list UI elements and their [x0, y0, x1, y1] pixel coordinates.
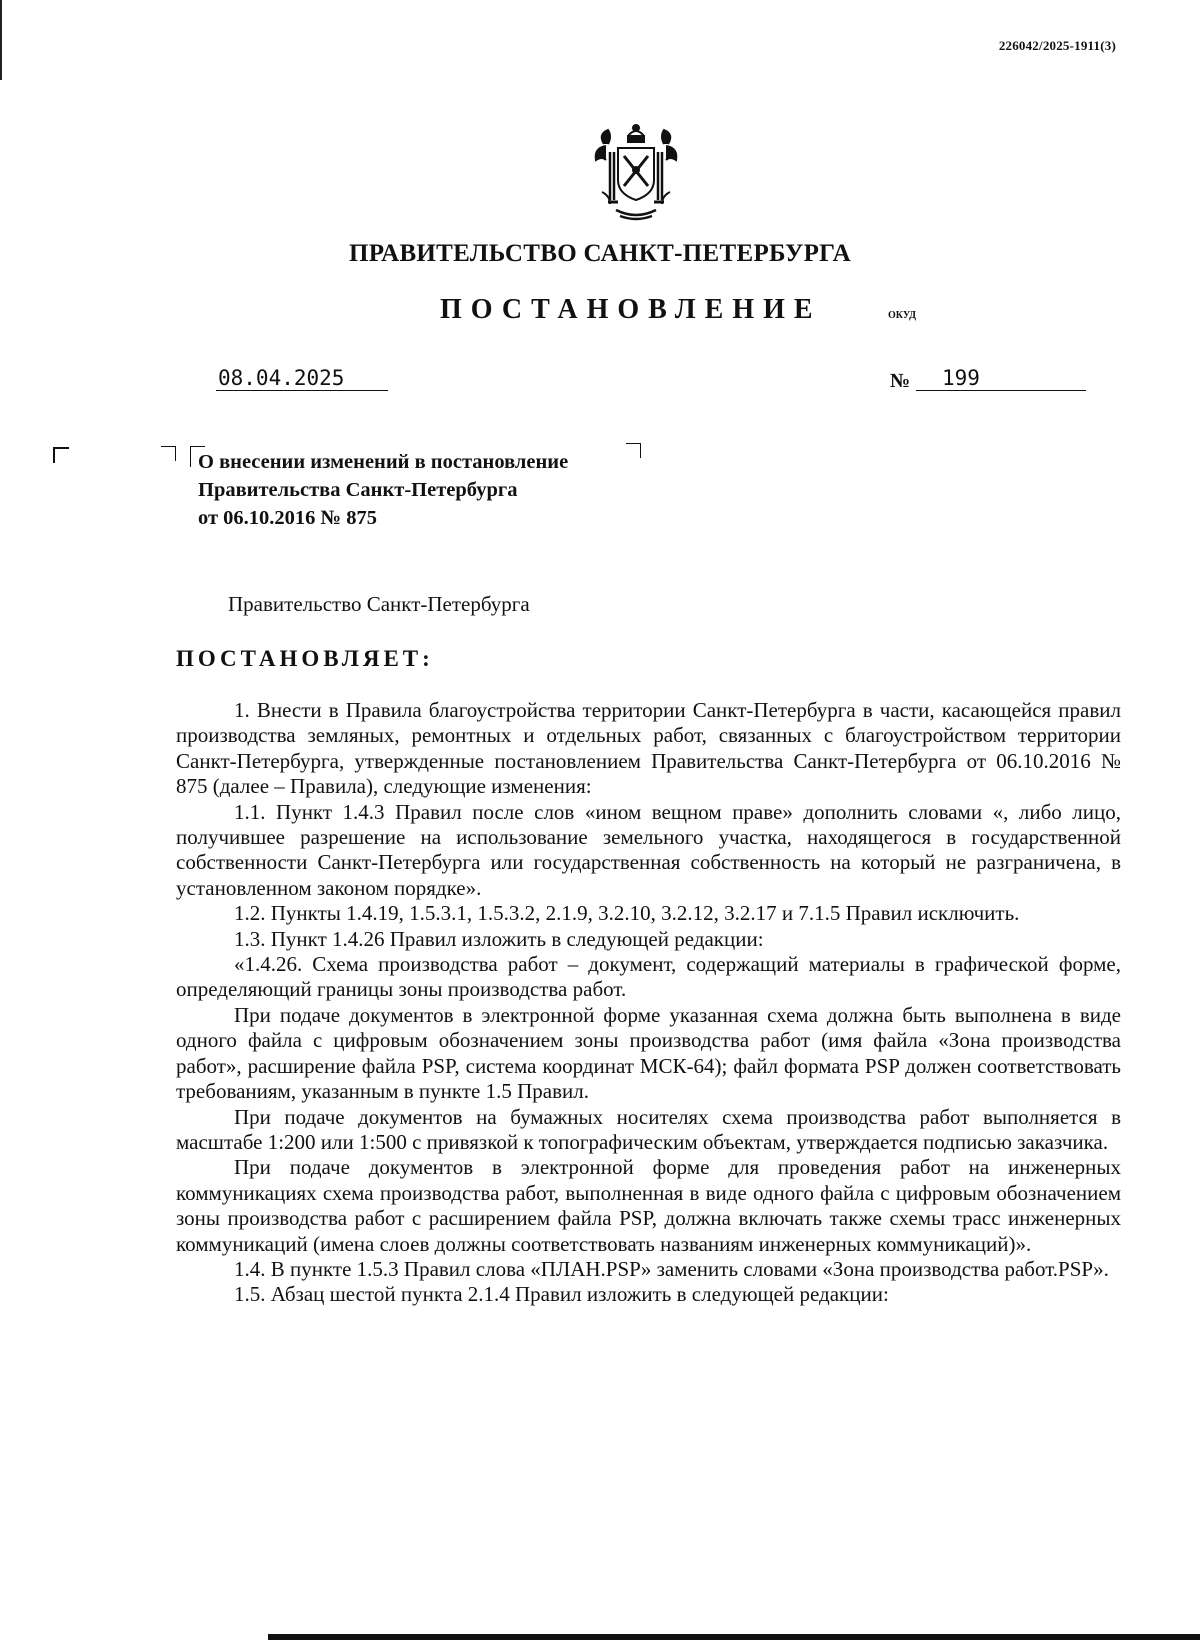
document-id: 226042/2025-1911(3)	[998, 38, 1116, 53]
paragraph: 1.4. В пункте 1.5.3 Правил слова «ПЛАН.PSP» заменить словами «Зона производства работ.PSP».	[234, 1256, 1109, 1281]
preamble: Правительство Санкт-Петербурга	[228, 592, 530, 616]
st-petersburg-coat-of-arms-icon	[588, 122, 684, 222]
paragraph: 1.1. Пункт 1.4.3 Правил после слов «ином вещном праве» дополнить словами «, либо лицо, получившее разрешение на использование земельного участка, находящегося в государственной собственности Санкт-Петербурга или государственная собственность на который не разграничена, в установленном законом порядке».	[176, 799, 1121, 900]
corner-mark	[626, 443, 641, 458]
scan-edge-left	[0, 0, 2, 80]
decree-date: 08.04.2025	[216, 366, 388, 391]
subject-line: О внесении изменений в постановление	[198, 451, 569, 473]
paragraph: При подаче документов в электронной форме указанная схема должна быть выполнена в виде одного файла с цифровым обозначением зоны производства работ (имя файла «Зона производства работ», расширение файла PSP, система координат МСК-64); файл формата PSP должен соответствовать требованиям, указанным в пункте 1.5 Правил.	[176, 1002, 1121, 1104]
corner-mark	[161, 446, 176, 461]
decree-subject	[198, 448, 568, 532]
corner-mark	[53, 447, 69, 463]
government-title: ПРАВИТЕЛЬСТВО САНКТ-ПЕТЕРБУРГА	[348, 240, 852, 267]
paragraph: 1.5. Абзац шестой пункта 2.1.4 Правил изложить в следующей редакции:	[234, 1282, 889, 1307]
decree-title: ПОСТАНОВЛЕНИЕ	[440, 294, 822, 325]
paragraph: При подаче документов в электронной форме для проведения работ на инженерных коммуникациях схема производства работ, выполненная в виде одного файла с цифровым обозначением зоны производства работ с расширением файла PSP, должна включать также схемы трасс инженерных коммуникаций (имена слоев должны соответствовать названиям инженерных коммуникаций)».	[176, 1155, 1121, 1256]
subject-line: от 06.10.2016 № 875	[198, 507, 378, 529]
okud-label: ОКУД	[888, 310, 917, 321]
resolves-heading: ПОСТАНОВЛЯЕТ:	[176, 646, 434, 671]
decree-body	[176, 698, 1121, 1308]
paragraph: «1.4.26. Схема производства работ – документ, содержащий материалы в графической форме, определяющий границы зоны производства работ.	[176, 952, 1121, 1002]
decree-number: 199	[916, 366, 1086, 391]
paragraph: 1. Внести в Правила благоустройства территории Санкт-Петербурга в части, касающейся правил производства земляных, ремонтных и отдельных работ, связанных с благоустройством территории Санкт-Петербурга, утвержденные постановлением Правительства Санкт-Петербурга от 06.10.2016 № 875 (далее – Правила), следующие изменения:	[176, 698, 1121, 799]
subject-line: Правительства Санкт-Петербурга	[198, 479, 518, 501]
paragraph: При подаче документов на бумажных носителях схема производства работ выполняется в масштабе 1:200 или 1:500 с привязкой к топографическим объектам, утверждается подписью заказчика.	[176, 1104, 1121, 1154]
paragraph: 1.3. Пункт 1.4.26 Правил изложить в следующей редакции:	[234, 926, 764, 951]
number-sign: №	[890, 370, 911, 392]
scan-edge-bottom	[268, 1634, 1200, 1640]
paragraph: 1.2. Пункты 1.4.19, 1.5.3.1, 1.5.3.2, 2.1.9, 3.2.10, 3.2.12, 3.2.17 и 7.1.5 Правил исключить.	[234, 901, 1020, 926]
